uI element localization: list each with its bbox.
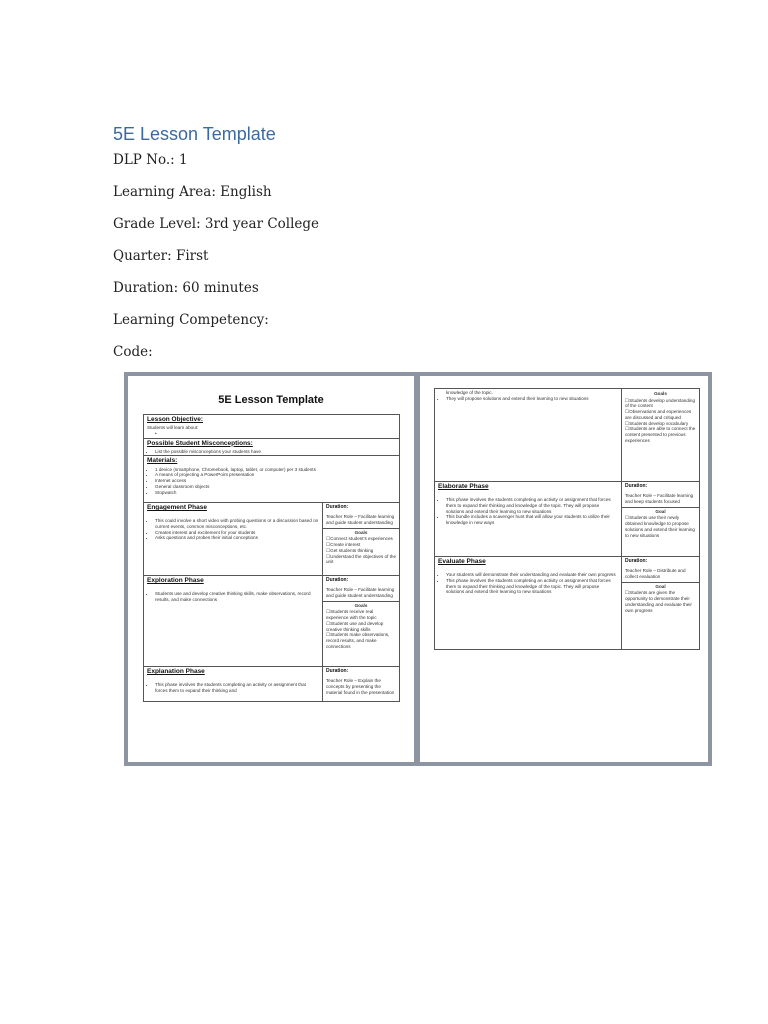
materials-item: • Stopwatch (155, 490, 396, 496)
field-code: Code: (113, 344, 153, 360)
materials-item: • A means of projecting a PowerPoint presentation (155, 472, 396, 478)
continued-goal: ☐ Students develop vocabulary (625, 421, 696, 427)
elaborate-duration: Duration: (625, 483, 648, 489)
engagement-goal: ☐ Create interest (326, 542, 396, 548)
continued-goal: ☐ Observations and experiences are discussed and critiqued (625, 409, 696, 420)
exploration-heading: Exploration Phase (147, 577, 204, 584)
field-learning-competency: Learning Competency: (113, 312, 269, 328)
lesson-objective-bullet: • (155, 430, 157, 436)
engagement-goals-heading: Goals (323, 528, 399, 536)
evaluate-goals-heading: Goal (622, 582, 699, 590)
explanation-heading: Explanation Phase (147, 668, 205, 675)
template-page2-table (434, 388, 700, 650)
lesson-objective-text: Students will learn about: (147, 425, 199, 431)
exploration-goals-heading: Goals (323, 601, 399, 609)
explanation-item: • This phase involves the students completing an activity or assignment that forces them to expand their thinking and (155, 682, 319, 693)
engagement-goal: ☐ Understand the objectives of the unit (326, 554, 396, 565)
materials-heading: Materials: (147, 457, 178, 465)
template-page-2 (420, 376, 708, 762)
exploration-teacher-role: Teacher Role – Facilitate learning and guide student understanding (326, 587, 395, 598)
elaborate-goal: ☐ Students use their newly obtained knowledge to propose solutions and extend their learning to new situations (625, 515, 696, 538)
embedded-template-image (124, 372, 712, 766)
exploration-item: • Students use and develop creative thinking skills, make observations, record results, and make connections (155, 591, 319, 602)
engagement-goal: ☐ Connect student's experiences (326, 536, 396, 542)
elaborate-goals-heading: Goal (622, 507, 699, 515)
misconceptions-heading: Possible Student Misconceptions: (147, 439, 253, 447)
elaborate-item: • This bundle includes a scavenger hunt that will allow your students to utilize their knowledge in new ways (446, 514, 618, 525)
elaborate-heading: Elaborate Phase (438, 483, 489, 490)
lesson-objective-heading: Lesson Objective: (147, 416, 203, 423)
template-phase-table (143, 502, 400, 702)
field-grade-level: Grade Level: 3rd year College (113, 216, 320, 232)
field-quarter: Quarter: First (113, 248, 209, 264)
engagement-heading: Engagement Phase (147, 504, 207, 511)
evaluate-goal: ☐ Students are given the opportunity to demonstrate their understanding and evaluate their own progress (625, 590, 696, 613)
continued-goals-heading: Goals (654, 391, 667, 396)
evaluate-item: • This phase involves the students completing an activity or assignment that forces them to expand their thinking and knowledge of the topic. They will propose solutions and extend their learning to new situations (446, 578, 618, 595)
exploration-duration: Duration: (326, 577, 349, 583)
field-duration: Duration: 60 minutes (113, 280, 259, 296)
continued-lead: knowledge of the topic. (446, 390, 493, 395)
engagement-item: • Asks questions and probes their initial conceptions (155, 535, 319, 541)
engagement-teacher-role: Teacher Role – Facilitate learning and guide student understanding (326, 514, 395, 525)
materials-item: • Internet access (155, 478, 396, 484)
elaborate-teacher-role: Teacher Role – Facilitate learning and keep students focused (625, 493, 694, 504)
field-learning-area: Learning Area: English (113, 184, 272, 200)
elaborate-item: • This phase involves the students completing an activity or assignment that forces them to expand their thinking and knowledge of the topic. They will propose solutions and extend their learning to new situations (446, 497, 618, 514)
continued-goal: ☐ Students are able to connect the content presented to previous experiences (625, 426, 696, 443)
evaluate-duration: Duration: (625, 558, 648, 564)
explanation-duration: Duration: (326, 668, 349, 674)
continued-goal: ☐ Students develop understanding of the content (625, 398, 696, 409)
engagement-duration: Duration: (326, 504, 349, 510)
exploration-goal: ☐ Students receive real experience with the topic (326, 609, 396, 620)
field-dlp-no: DLP No.: 1 (113, 152, 188, 168)
engagement-item: • Creates interest and excitement for your students (155, 530, 319, 536)
template-top-table (143, 414, 400, 503)
evaluate-item: • Your students will demonstrate their understanding and evaluate their own progress (446, 572, 618, 578)
evaluate-teacher-role: Teacher Role – Distribute and collect evaluation (625, 568, 686, 579)
evaluate-heading: Evaluate Phase (438, 558, 486, 565)
continued-item: • They will propose solutions and extend their learning to new situations (446, 396, 618, 402)
document-title: 5E Lesson Template (113, 124, 276, 144)
misconceptions-item: • List the possible misconceptions your students have (155, 449, 396, 455)
explanation-teacher-role: Teacher Role – Explain the concepts by presenting the material found in the presentation (326, 678, 395, 695)
engagement-item: • This could involve a short video with probing questions or a discussion based on current events, common misconceptions, etc. (155, 518, 319, 529)
materials-item: • 1 device (smartphone, Chromebook, laptop, tablet, or computer) per 3 students (155, 467, 396, 473)
engagement-goal: ☐ Get students thinking (326, 548, 396, 554)
template-title: 5E Lesson Template (218, 394, 324, 406)
exploration-goal: ☐ Students make observations, record results, and make connections (326, 632, 396, 649)
template-page-1 (128, 376, 414, 762)
materials-item: • General classroom objects (155, 484, 396, 490)
exploration-goal: ☐ Students use and develop creative thinking skills (326, 621, 396, 632)
